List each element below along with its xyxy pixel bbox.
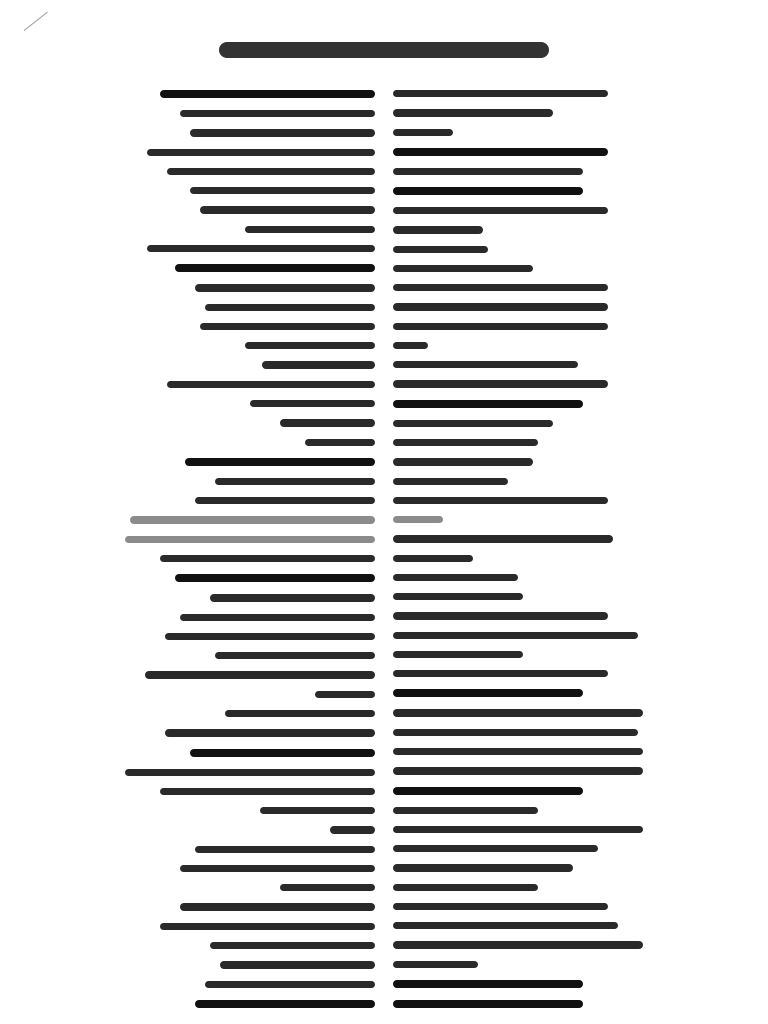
left-line-6 xyxy=(190,187,375,194)
right-line-30 xyxy=(393,651,523,658)
right-line-34 xyxy=(393,729,638,736)
right-line-42 xyxy=(393,884,538,891)
right-line-13 xyxy=(393,323,608,330)
right-line-3 xyxy=(393,129,453,136)
left-line-27 xyxy=(210,594,375,601)
right-line-2 xyxy=(393,109,553,116)
left-line-22 xyxy=(195,497,375,504)
left-line-39 xyxy=(330,826,375,833)
right-line-29 xyxy=(393,632,638,639)
left-column xyxy=(125,84,375,1014)
left-line-8 xyxy=(245,226,375,233)
right-line-11 xyxy=(393,284,608,291)
right-line-5 xyxy=(393,168,583,175)
left-line-18 xyxy=(280,419,375,426)
left-line-4 xyxy=(147,149,375,156)
left-line-42 xyxy=(280,884,375,891)
right-line-36 xyxy=(393,767,643,774)
left-line-5 xyxy=(167,168,375,175)
left-line-46 xyxy=(220,961,375,968)
right-line-41 xyxy=(393,864,573,871)
left-line-26 xyxy=(175,574,375,582)
left-line-29 xyxy=(165,633,375,640)
right-line-33 xyxy=(393,709,643,716)
left-line-34 xyxy=(165,729,375,736)
right-line-26 xyxy=(393,574,518,581)
right-line-17 xyxy=(393,400,583,408)
right-line-7 xyxy=(393,207,608,214)
right-line-19 xyxy=(393,439,538,446)
page-title xyxy=(0,28,768,72)
left-line-7 xyxy=(200,206,375,213)
left-line-23 xyxy=(130,516,375,523)
right-line-24 xyxy=(393,535,613,542)
right-line-27 xyxy=(393,593,523,600)
right-line-44 xyxy=(393,922,618,929)
right-line-21 xyxy=(393,478,508,485)
right-line-31 xyxy=(393,670,608,677)
left-line-40 xyxy=(195,846,375,853)
right-column xyxy=(393,84,643,1014)
left-line-17 xyxy=(250,400,375,407)
right-line-4 xyxy=(393,148,608,156)
left-line-15 xyxy=(262,361,375,368)
left-line-20 xyxy=(185,458,375,466)
right-line-45 xyxy=(393,941,643,948)
right-line-22 xyxy=(393,497,608,504)
right-line-25 xyxy=(393,555,473,562)
left-line-13 xyxy=(200,323,375,330)
right-line-14 xyxy=(393,342,428,349)
left-line-14 xyxy=(245,342,375,349)
left-line-25 xyxy=(160,555,375,562)
left-line-41 xyxy=(180,865,375,872)
left-line-10 xyxy=(175,264,375,272)
right-line-15 xyxy=(393,361,578,368)
right-line-39 xyxy=(393,826,643,833)
left-line-9 xyxy=(147,245,375,252)
left-line-12 xyxy=(205,304,375,311)
right-line-6 xyxy=(393,187,583,195)
right-line-46 xyxy=(393,961,478,968)
left-line-11 xyxy=(195,284,375,291)
left-line-45 xyxy=(210,942,375,949)
left-line-48 xyxy=(195,1000,375,1008)
left-line-30 xyxy=(215,652,375,659)
left-line-33 xyxy=(225,710,375,717)
left-line-47 xyxy=(205,981,375,988)
left-line-43 xyxy=(180,903,375,910)
left-line-28 xyxy=(180,614,375,621)
right-line-16 xyxy=(393,380,608,387)
left-line-38 xyxy=(260,807,375,814)
left-line-35 xyxy=(190,749,375,757)
left-line-36 xyxy=(125,769,375,776)
right-line-48 xyxy=(393,1000,583,1008)
right-line-9 xyxy=(393,246,488,253)
right-line-47 xyxy=(393,980,583,988)
left-line-37 xyxy=(160,788,375,795)
right-line-28 xyxy=(393,612,608,619)
title-text-placeholder xyxy=(219,42,549,58)
right-line-38 xyxy=(393,807,538,814)
left-line-16 xyxy=(167,381,375,388)
right-line-37 xyxy=(393,787,583,795)
left-line-1 xyxy=(160,90,375,98)
right-line-20 xyxy=(393,458,533,465)
left-line-32 xyxy=(315,691,375,698)
left-line-19 xyxy=(305,439,375,446)
left-line-2 xyxy=(180,110,375,117)
right-line-1 xyxy=(393,90,608,97)
left-line-3 xyxy=(190,129,375,136)
right-line-18 xyxy=(393,420,553,427)
right-line-32 xyxy=(393,689,583,697)
right-line-35 xyxy=(393,748,643,755)
right-line-8 xyxy=(393,226,483,233)
left-line-44 xyxy=(160,923,375,930)
right-line-23 xyxy=(393,516,443,523)
left-line-24 xyxy=(125,536,375,543)
left-line-21 xyxy=(215,478,375,485)
poem-body xyxy=(0,84,768,1014)
right-line-10 xyxy=(393,265,533,272)
right-line-12 xyxy=(393,303,608,310)
right-line-43 xyxy=(393,903,608,910)
left-line-31 xyxy=(145,671,375,678)
right-line-40 xyxy=(393,845,598,852)
